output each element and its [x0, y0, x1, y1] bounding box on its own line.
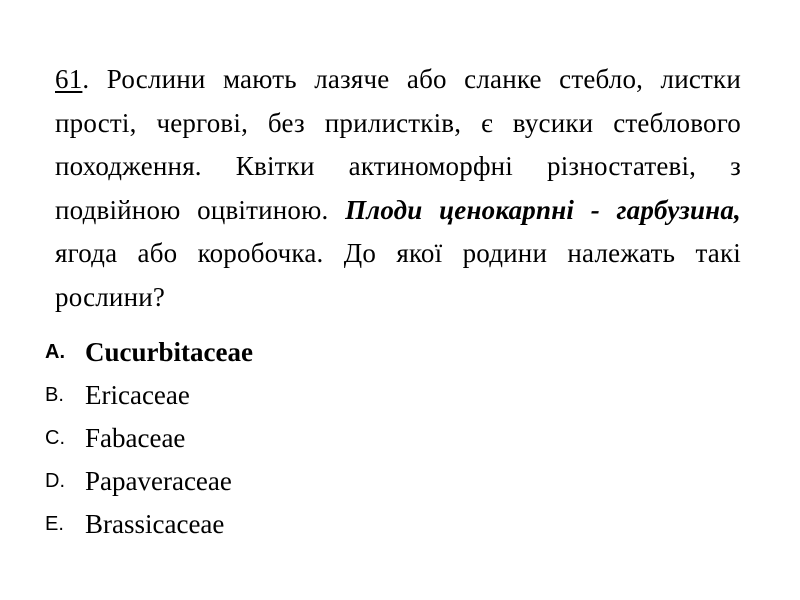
answer-letter: D. [45, 470, 65, 492]
question-number-punct: . [82, 64, 90, 94]
answer-letter: E. [45, 513, 64, 535]
answer-text: Fabaceae [85, 423, 186, 453]
answer-letter: A. [45, 341, 65, 363]
answer-letter: B. [45, 384, 64, 406]
answer-text: Cucurbitaceae [85, 337, 253, 367]
question-number: 61 [55, 64, 83, 94]
answer-text: Papaveraceae [85, 466, 232, 496]
answer-option-a [40, 331, 253, 374]
answer-option-e [40, 503, 253, 546]
question-body-part1: Рослини мають лазяче або сланке стебло, листки прості, чергові, без прилистків, є вусики стеблового походження. Квітки актиноморфні різностатеві, з подвійною оцвітиною. [55, 64, 741, 225]
question-body-part2: ягода або коробочка. До якої родини належать такі рослини? [55, 238, 741, 312]
answer-option-b [40, 374, 253, 417]
answer-text: Ericaceae [85, 380, 190, 410]
answer-letter: C. [45, 427, 65, 449]
question-text [55, 58, 741, 319]
answer-text: Brassicaceae [85, 509, 225, 539]
answer-list [40, 331, 253, 546]
answer-option-d [40, 460, 253, 503]
answer-option-c [40, 417, 253, 460]
question-number-wrap [55, 64, 89, 94]
question-body-emphasis: Плоди ценокарпні - гарбузина, [345, 194, 741, 225]
